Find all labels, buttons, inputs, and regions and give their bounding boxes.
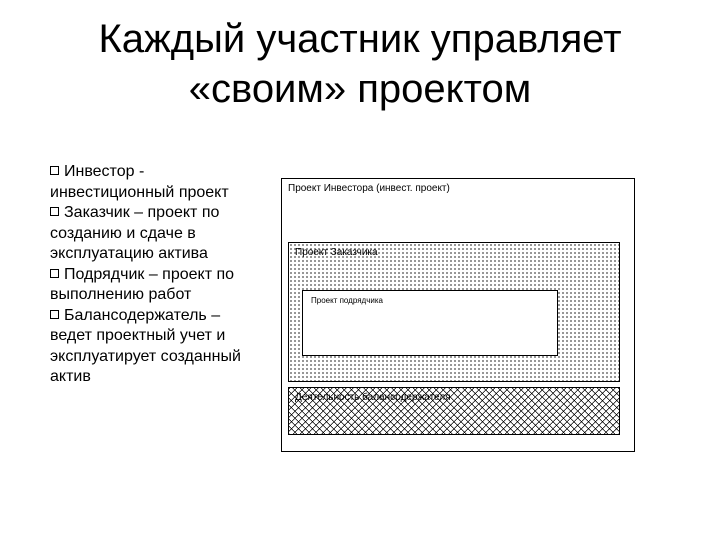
bullet-text: Заказчик – проект по созданию и сдаче в эксплуатацию актива [50,204,220,262]
slide-title-line-2: «своим» проектом [188,67,532,111]
square-bullet-icon [50,207,59,216]
square-bullet-icon [50,166,59,175]
slide-title [40,14,680,114]
balance-holder-activity-frame [288,387,620,435]
slide-title-line-1: Каждый участник управляет [98,17,622,61]
balance-holder-activity-label: Деятельность балансодержателя [295,392,451,403]
square-bullet-icon [50,310,59,319]
bullet-item-investor [50,162,265,203]
bullet-text: Балансодержатель – ведет проектный учет и эксплуатирует созданный актив [50,306,241,385]
customer-project-label: Проект Заказчика [295,247,378,258]
bullet-list [50,162,265,388]
bullet-text: Подрядчик – проект по выполнению работ [50,265,235,303]
bullet-item-balance-holder [50,306,265,388]
contractor-project-frame [302,290,558,356]
investor-project-label: Проект Инвестора (инвест. проект) [288,183,450,194]
contractor-project-label: Проект подрядчика [311,296,383,305]
bullet-text: Инвестор - инвестиционный проект [50,163,229,201]
bullet-item-customer [50,203,265,265]
bullet-item-contractor [50,265,265,306]
square-bullet-icon [50,269,59,278]
